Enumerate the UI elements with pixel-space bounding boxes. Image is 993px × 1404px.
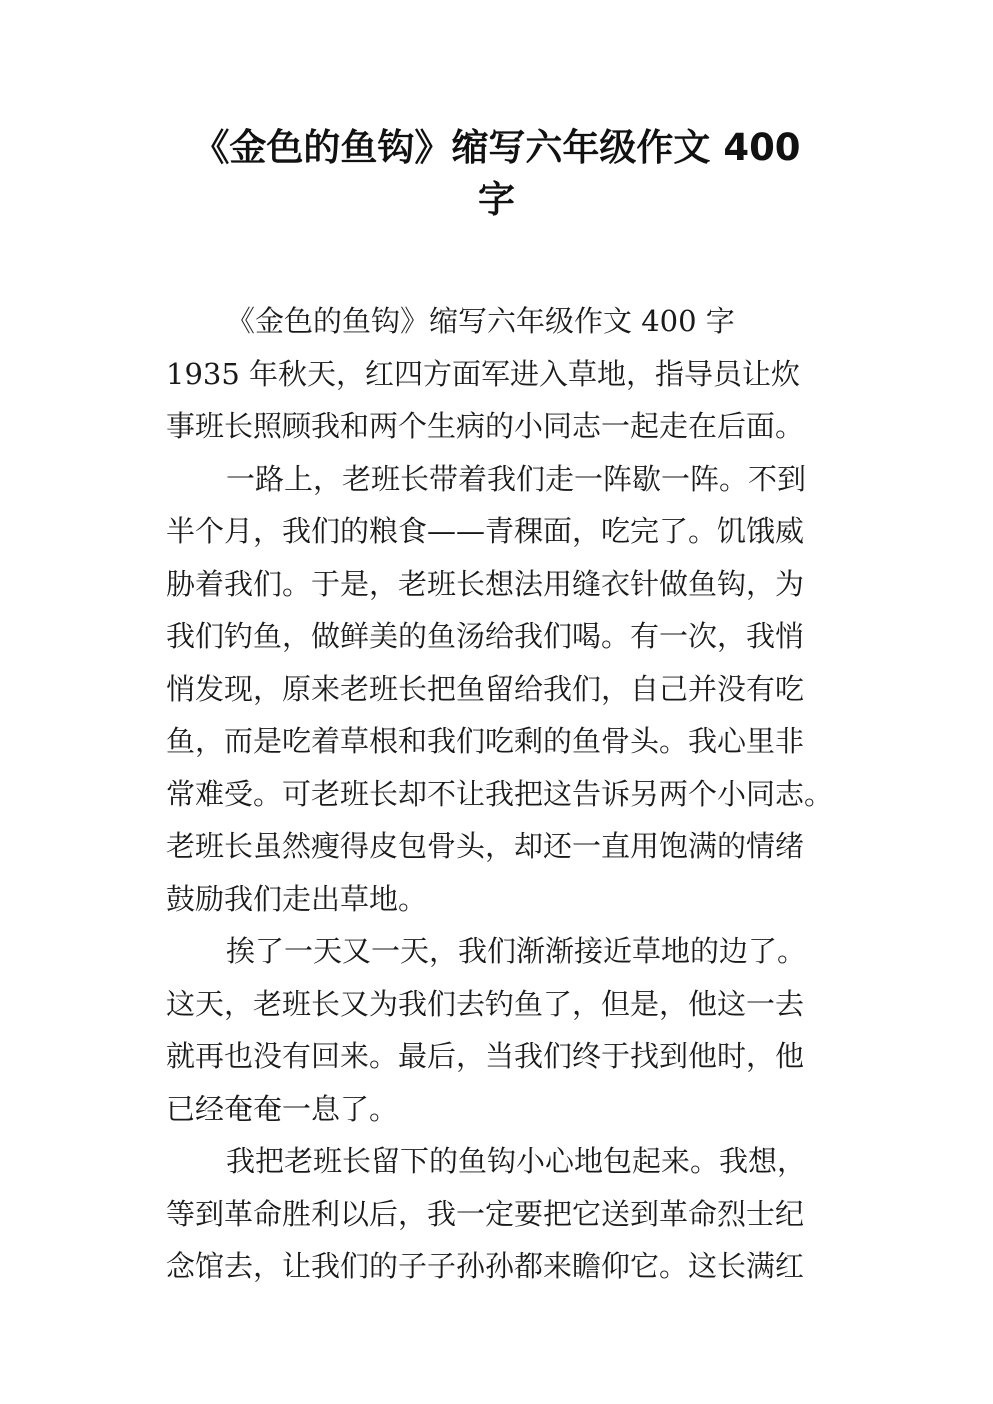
text-line: 常难受。可老班长却不让我把这告诉另两个小同志。 bbox=[166, 776, 834, 811]
paragraph bbox=[166, 453, 846, 926]
text-line: 鼓励我们走出草地。 bbox=[166, 881, 428, 916]
text-line: 鱼，而是吃着草根和我们吃剩的鱼骨头。我心里非 bbox=[166, 724, 805, 758]
text-line: 等到革命胜利以后，我一定要把它送到革命烈士纪 bbox=[166, 1196, 805, 1231]
text-line: 我们钓鱼，做鲜美的鱼汤给我们喝。有一次，我悄 bbox=[166, 619, 805, 653]
text-line: 念馆去，让我们的子子孙孙都来瞻仰它。这长满红 bbox=[166, 1249, 805, 1283]
text-line: 半个月，我们的粮食——青稞面，吃完了。饥饿威 bbox=[166, 514, 805, 548]
text-line: 就再也没有回来。最后，当我们终于找到他时，他 bbox=[166, 1039, 805, 1073]
document-body bbox=[166, 295, 846, 1293]
text-line: 已经奄奄一息了。 bbox=[166, 1091, 399, 1126]
text-line: 这天，老班长又为我们去钓鱼了，但是，他这一去 bbox=[166, 986, 805, 1021]
text-line: 一路上，老班长带着我们走一阵歇一阵。不到 bbox=[226, 461, 807, 496]
document-title bbox=[150, 122, 843, 226]
text-line: 悄发现，原来老班长把鱼留给我们，自己并没有吃 bbox=[166, 671, 805, 706]
text-line: 胁着我们。于是，老班长想法用缝衣针做鱼钩，为 bbox=[166, 566, 805, 601]
text-line: 老班长虽然瘦得皮包骨头，却还一直用饱满的情绪 bbox=[166, 829, 805, 863]
paragraph bbox=[166, 348, 846, 453]
paragraph bbox=[166, 295, 846, 348]
title-line: 字 bbox=[478, 178, 515, 221]
paragraph bbox=[166, 1135, 846, 1293]
text-line: 事班长照顾我和两个生病的小同志一起走在后面。 bbox=[166, 409, 805, 443]
text-line: 《金色的鱼钩》缩写六年级作文 400 字 bbox=[226, 304, 735, 338]
paragraph bbox=[166, 925, 846, 1135]
title-line: 《金色的鱼钩》缩写六年级作文 400 bbox=[192, 126, 801, 169]
text-line: 挨了一天又一天，我们渐渐接近草地的边了。 bbox=[226, 934, 807, 968]
text-line: 1935 年秋天，红四方面军进入草地，指导员让炊 bbox=[166, 356, 801, 391]
text-line: 我把老班长留下的鱼钩小心地包起来。我想， bbox=[226, 1144, 807, 1178]
